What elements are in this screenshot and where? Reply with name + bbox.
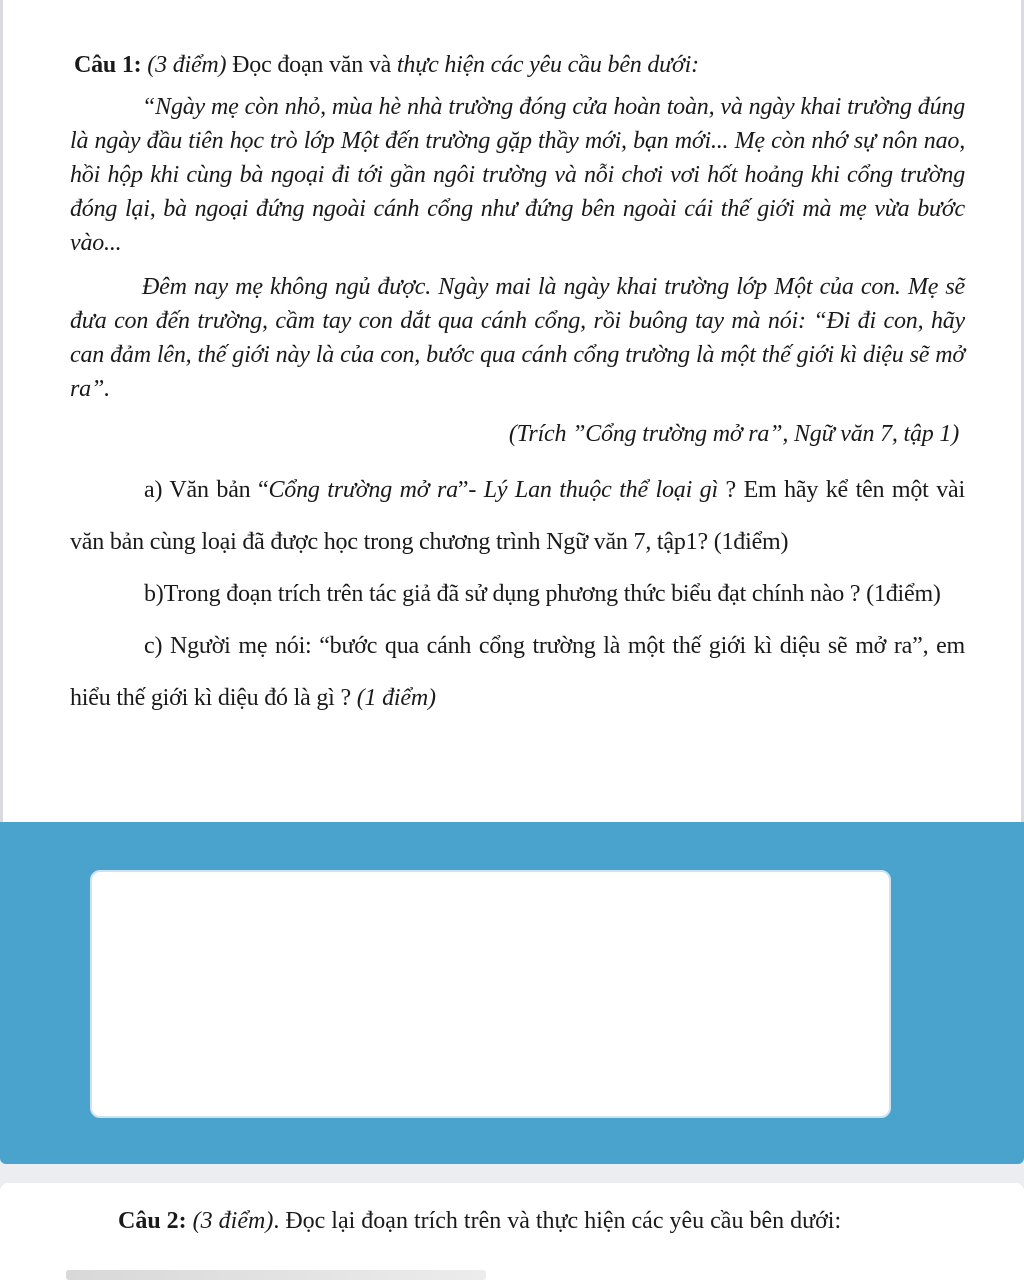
requirement-a-author: Lý Lan thuộc thể loại gì xyxy=(483,477,718,503)
cut-off-text-line xyxy=(66,1270,486,1280)
requirement-a-rest: ? Em hãy kể tên một vài văn bản cùng loại đã được học trong chương trình Ngữ văn 7, tập1? (1điểm) xyxy=(70,477,965,555)
answer-box[interactable] xyxy=(90,870,891,1118)
answer-panel xyxy=(0,822,1024,1164)
passage-paragraph-2: Đêm nay mẹ không ngủ được. Ngày mai là ngày khai trường lớp Một của con. Mẹ sẽ đưa con đến trường, cầm tay con dắt qua cánh cổng, rồi buông tay mà nói: “Đi đi con, hãy can đảm lên, thế giới này là của con, bước qua cánh cổng trường là một thế giới kì diệu sẽ mở ra”. xyxy=(70,274,965,402)
passage-source: (Trích ”Cổng trường mở ra”, Ngữ văn 7, tập 1) xyxy=(508,421,959,447)
requirement-c-points: (1 điểm) xyxy=(356,685,436,711)
requirement-c xyxy=(70,620,965,724)
requirement-c-text: c) Người mẹ nói: “bước qua cánh cổng trường là một thế giới kì diệu sẽ mở ra”, em hiểu thế giới kì diệu đó là gì ? xyxy=(70,633,965,711)
question1-content xyxy=(70,48,965,724)
requirement-a-title: Cổng trường mở ra xyxy=(268,477,458,503)
question1-instruction-italic: thực hiện các yêu cầu bên dưới: xyxy=(396,52,699,78)
requirement-a-prefix: a) Văn bản “ xyxy=(144,477,269,503)
question2-title xyxy=(118,1204,978,1238)
card-left-border xyxy=(0,0,3,822)
requirement-a-mid: ”- xyxy=(457,477,484,503)
question2-label: Câu 2: xyxy=(118,1208,187,1234)
question1-points: (3 điểm) xyxy=(147,52,227,78)
requirement-b: b)Trong đoạn trích trên tác giả đã sử dụng phương thức biểu đạt chính nào ? (1điểm) xyxy=(144,581,941,607)
passage xyxy=(70,90,965,406)
question1-instruction: Đọc đoạn văn và xyxy=(232,52,392,78)
question2-instruction: . Đọc lại đoạn trích trên và thực hiện các yêu cầu bên dưới: xyxy=(273,1208,842,1234)
question2-points: (3 điểm) xyxy=(192,1208,274,1234)
question1-title xyxy=(74,48,965,82)
requirement-a xyxy=(70,464,965,568)
question1-label: Câu 1: xyxy=(74,52,142,78)
passage-paragraph-1: “Ngày mẹ còn nhỏ, mùa hè nhà trường đóng cửa hoàn toàn, và ngày khai trường đúng là ngày đầu tiên học trò lớp Một đến trường gặp thầy mới, bạn mới... Mẹ còn nhớ sự nôn nao, hồi hộp khi cùng bà ngoại đi tới gần ngôi trường và nỗi chơi vơi hốt hoảng khi cổng trường đóng lại, bà ngoại đứng ngoài cánh cổng như đứng bên ngoài cái thế giới mà mẹ vừa bước vào... xyxy=(70,94,965,256)
